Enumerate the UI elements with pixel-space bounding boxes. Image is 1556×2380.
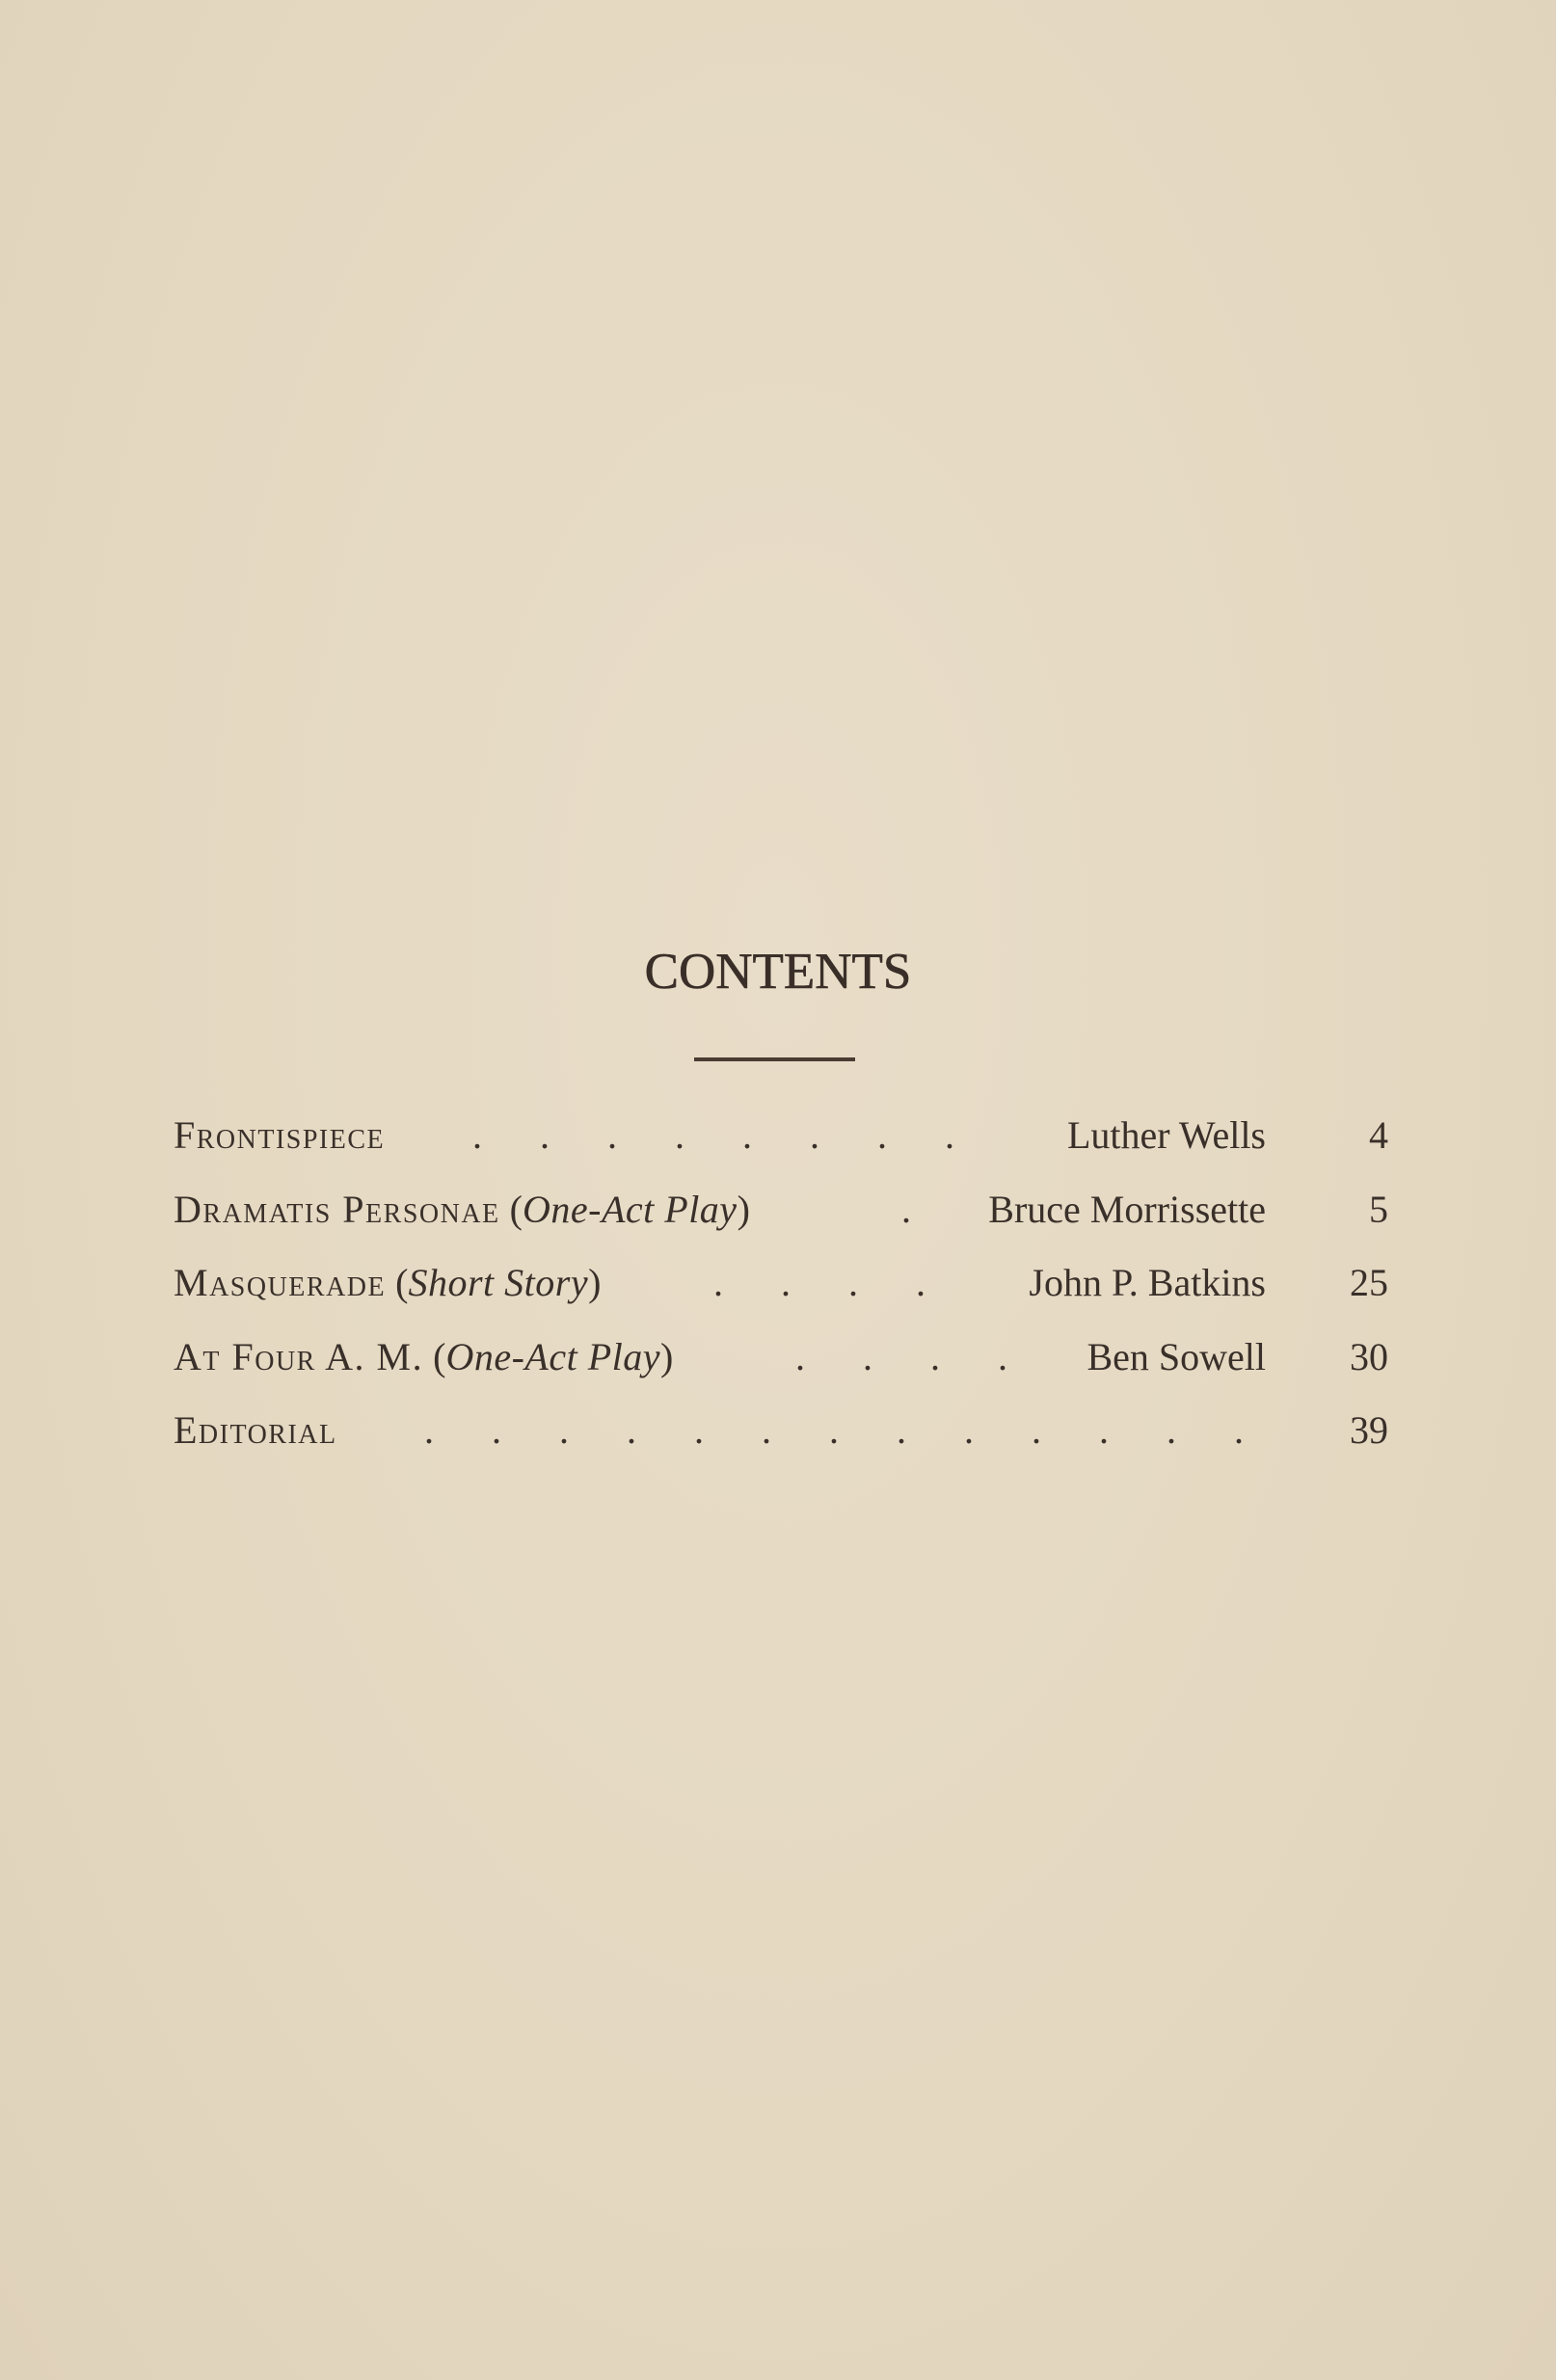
toc-entry-title: Editorial (174, 1408, 337, 1452)
toc-entry-title: Masquerade (174, 1261, 387, 1304)
toc-entry-leaders: . . . . (713, 1261, 926, 1304)
toc-entry-title: Dramatis Personae (174, 1187, 500, 1231)
toc-entry-author: Ben Sowell (1087, 1334, 1266, 1378)
toc-entry-genre: One-Act Play (445, 1334, 660, 1378)
heading-rule (694, 1057, 855, 1061)
toc-entry-title-group (174, 1246, 601, 1321)
genre-close-paren: ) (588, 1261, 602, 1304)
toc-entry-title-group (174, 1099, 385, 1173)
genre-close-paren: ) (737, 1187, 750, 1231)
contents-heading: CONTENTS (644, 944, 912, 1000)
toc-entry-author: Bruce Morrissette (988, 1187, 1266, 1231)
toc-entry-page: 39 (1350, 1408, 1388, 1452)
genre-open-paren: ( (395, 1261, 409, 1304)
toc-entry-title-group (174, 1321, 673, 1395)
table-of-contents (174, 1099, 1388, 1468)
toc-entry-title: At Four A. M. (174, 1334, 424, 1378)
toc-entry (174, 1321, 1388, 1395)
toc-entry-genre: One-Act Play (523, 1187, 738, 1231)
toc-entry-page: 25 (1350, 1261, 1388, 1304)
toc-entry (174, 1394, 1388, 1468)
toc-entry (174, 1246, 1388, 1321)
genre-open-paren: ( (433, 1334, 446, 1378)
toc-entry-leaders: . . . . . . . . (472, 1113, 954, 1157)
toc-entry-page: 4 (1369, 1113, 1388, 1157)
genre-open-paren: ( (509, 1187, 523, 1231)
toc-entry-title: Frontispiece (174, 1113, 386, 1157)
toc-entry-title-group (174, 1173, 750, 1247)
toc-entry-page: 5 (1369, 1187, 1388, 1231)
genre-close-paren: ) (660, 1334, 674, 1378)
toc-entry-genre: Short Story (408, 1261, 589, 1304)
toc-entry-author: John P. Batkins (1029, 1261, 1266, 1304)
toc-entry-leaders: . . . . . . . . . . . . . (424, 1408, 1244, 1452)
toc-entry (174, 1099, 1388, 1173)
toc-entry-leaders: . (901, 1187, 911, 1231)
toc-entry-title-group (174, 1394, 337, 1468)
toc-entry (174, 1173, 1388, 1247)
toc-entry-page: 30 (1350, 1334, 1388, 1378)
toc-entry-leaders: . . . . (795, 1334, 1007, 1378)
toc-entry-author: Luther Wells (1067, 1113, 1266, 1157)
